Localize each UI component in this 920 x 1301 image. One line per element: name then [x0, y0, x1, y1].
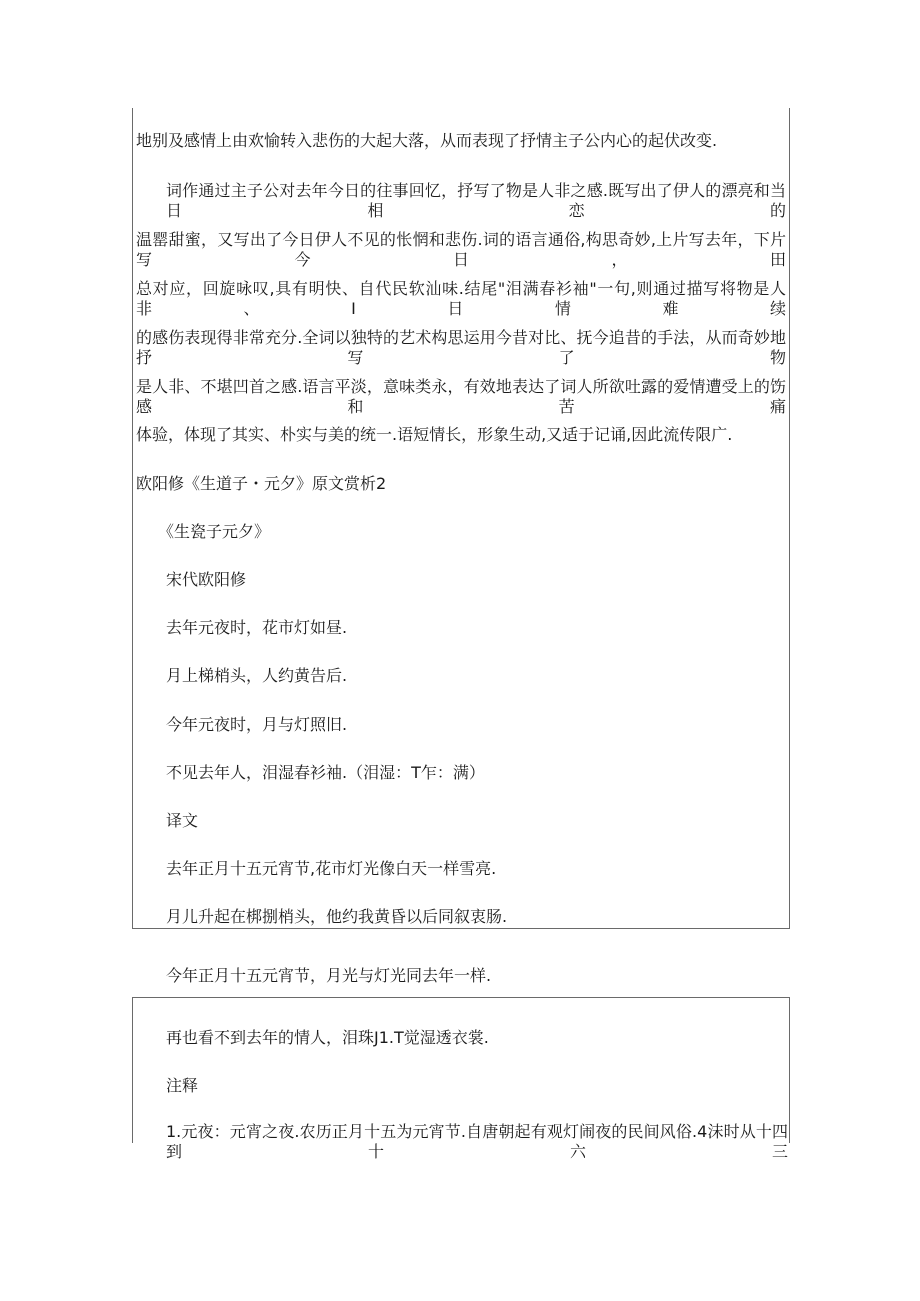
translation-heading: 译文 — [166, 811, 199, 830]
paragraph-line: 体验，体现了其实、朴实与美的统一.语短情长，形象生动,又适于记诵,因此流传限广. — [136, 425, 733, 444]
frame-bottom-top — [132, 928, 790, 929]
frame-right-bottom — [789, 997, 790, 1143]
poem-author: 宋代欧阳修 — [166, 570, 247, 589]
paragraph-line: 是人非、不堪凹首之感.语言平淡，意味类永，有效地表达了词人所欲吐露的爱情遭受上的饬感和苦痛 — [136, 377, 786, 416]
frame-top-bottom — [132, 997, 790, 998]
paragraph-line: 词作通过主子公对去年今日的往事回忆，抒写了物是人非之感.既写出了伊人的漂亮和当日相恋的 — [166, 181, 786, 220]
poem-line: 月上梯梢头，人约黄告后. — [166, 666, 348, 685]
paragraph-line: 温罂甜蜜，又写出了今日伊人不见的怅惘和悲伤.词的语言通俗,构思奇妙,上片写去年，下片写今日，田 — [136, 230, 786, 269]
poem-line: 不见去年人，泪湿春衫袖.（泪湿：T乍：满） — [166, 763, 485, 782]
translation-line: 今年正月十五元宵节，月光与灯光同去年一样. — [166, 966, 492, 985]
translation-line: 再也看不到去年的情人，泪珠J1.T觉湿透衣裳. — [166, 1028, 489, 1047]
frame-right-top — [789, 108, 790, 928]
translation-line: 月儿升起在梆捌梢头，他约我黄昏以后同叙衷肠. — [166, 907, 508, 926]
poem-line: 今年元夜时，月与灯照旧. — [166, 715, 348, 734]
paragraph-line: 地别及感情上由欢愉转入悲伤的大起大落，从而表现了抒情主子公内心的起伏改变. — [136, 131, 718, 150]
translation-line: 去年正月十五元宵节,花市灯光像白天一样雪亮. — [166, 859, 497, 878]
notes-heading: 注释 — [166, 1076, 199, 1095]
paragraph-line: 的感伤表现得非常充分.全词以独特的艺术构思运用今昔对比、抚今追昔的手法，从而奇妙地抒写了物 — [136, 328, 786, 367]
frame-left-top — [132, 108, 133, 928]
poem-title: 《生瓷子元夕》 — [158, 522, 271, 541]
note-line: 1.元夜：元宵之夜.农历正月十五为元宵节.自唐朝起有观灯闹夜的民间风俗.4沫时从十四到十六三 — [166, 1122, 788, 1161]
section-title: 欧阳修《生道子・元夕》原文赏析2 — [136, 474, 387, 493]
paragraph-line: 总对应，回旋咏叹,具有明快、自代民软汕味.结尾"泪满春衫袖"一句,则通过描写将物是人非、I日情难续 — [136, 279, 786, 318]
frame-left-bottom — [132, 997, 133, 1143]
poem-line: 去年元夜时，花市灯如昼. — [166, 618, 348, 637]
